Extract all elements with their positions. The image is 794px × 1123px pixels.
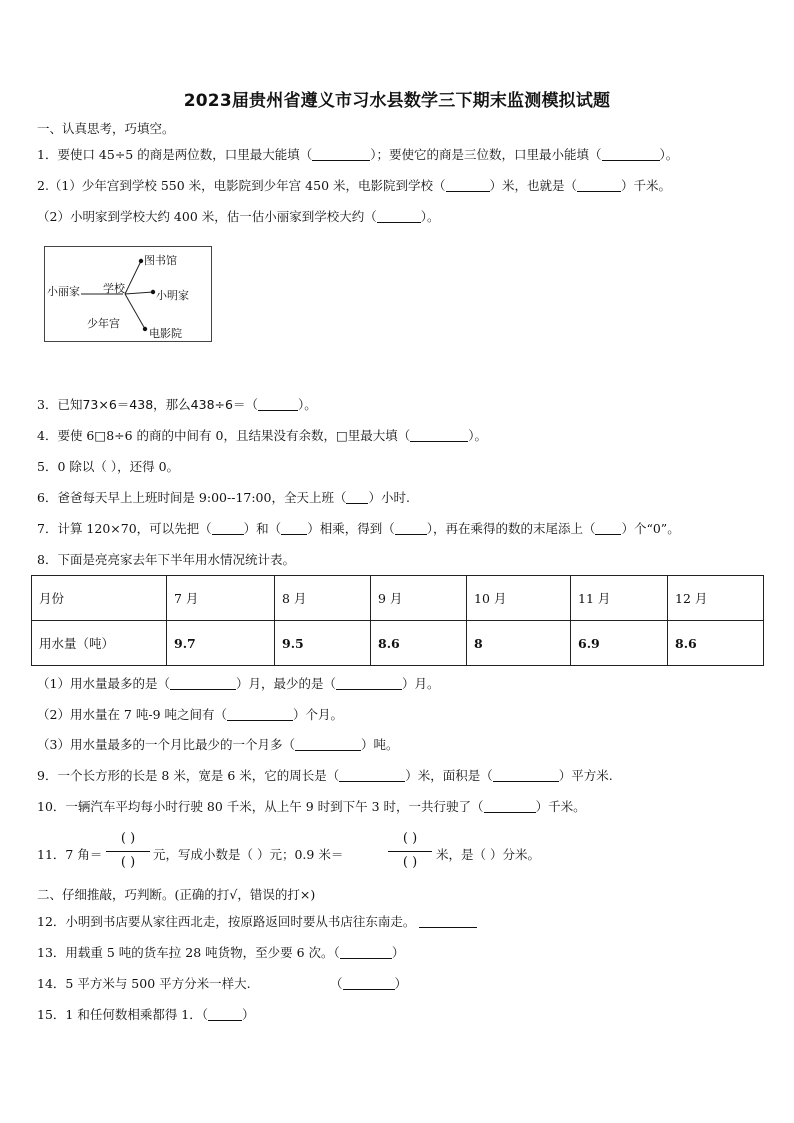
q2-text-a: 2.（1）少年宫到学校 550 米，电影院到少年宫 450 米，电影院到学校（ bbox=[37, 178, 446, 193]
answer-blank[interactable] bbox=[346, 491, 368, 504]
table-cell: 用水量（吨） bbox=[32, 621, 167, 666]
q8-3-text-b: ）吨。 bbox=[360, 737, 399, 752]
q11-text-c: 米，是（ ）分米。 bbox=[436, 847, 540, 862]
table-header-cell: 8 月 bbox=[275, 576, 371, 621]
question-13 bbox=[37, 945, 404, 961]
question-8-1 bbox=[37, 676, 440, 692]
answer-blank[interactable] bbox=[227, 708, 293, 721]
answer-blank[interactable] bbox=[484, 800, 536, 813]
q8-1-text-b: ）月，最少的是（ bbox=[235, 676, 336, 691]
q6-text-a: 6．爸爸每天早上上班时间是 9:00--17:00，全天上班（ bbox=[37, 490, 347, 505]
q12-text: 12．小明到书店要从家往西北走，按原路返回时要从书店往东南走。 bbox=[37, 914, 416, 929]
q3-text-b: ，那么 bbox=[153, 397, 191, 412]
table-header-cell: 10 月 bbox=[467, 576, 571, 621]
question-9 bbox=[37, 768, 613, 784]
q4-text-b: ）。 bbox=[468, 428, 488, 443]
table-header-cell: 12 月 bbox=[668, 576, 764, 621]
question-2-1 bbox=[37, 178, 671, 194]
section-1-heading: 一、认真思考，巧填空。 bbox=[37, 121, 175, 136]
q10-text-b: ）千米。 bbox=[535, 799, 586, 814]
q7-text-d: ），再在乘得的数的末尾添上（ bbox=[426, 521, 596, 536]
table-cell: 9.5 bbox=[275, 621, 371, 666]
q6-text-b: ）小时. bbox=[368, 490, 410, 505]
table-header-cell: 7 月 bbox=[167, 576, 275, 621]
fraction-denominator[interactable]: ( ) bbox=[120, 855, 136, 870]
question-3 bbox=[37, 397, 317, 413]
fraction-denominator[interactable]: ( ) bbox=[402, 855, 418, 870]
q7-text-e: ）个“0”。 bbox=[621, 521, 680, 536]
answer-blank[interactable] bbox=[343, 977, 395, 990]
q3-equation-2: 438÷6＝ bbox=[190, 397, 246, 412]
answer-blank[interactable] bbox=[577, 179, 621, 192]
q2b-text-b: ）。 bbox=[420, 209, 440, 224]
answer-blank[interactable] bbox=[208, 1008, 242, 1021]
water-usage-table bbox=[31, 575, 764, 666]
question-1 bbox=[37, 147, 678, 163]
question-5: 5．0 除以（ ），还得 0。 bbox=[37, 459, 180, 474]
q15-text-a: 15．1 和任何数相乘都得 1．（ bbox=[37, 1007, 209, 1022]
q3-text-c: （ bbox=[245, 397, 258, 412]
fraction-numerator[interactable]: ( ) bbox=[402, 831, 418, 846]
map-label-school: 学校 bbox=[103, 282, 125, 295]
q9-text-b: ）米，面积是（ bbox=[405, 768, 493, 783]
table-header-cell: 11 月 bbox=[571, 576, 668, 621]
q8-1-text-c: ）月。 bbox=[401, 676, 440, 691]
fraction-numerator[interactable]: ( ) bbox=[120, 831, 136, 846]
question-14-answer bbox=[330, 976, 407, 992]
map-label-xiaoming-home: 小明家 bbox=[156, 289, 189, 302]
answer-blank[interactable] bbox=[281, 522, 307, 535]
q4-text-a: 4．要使 6□8÷6 的商的中间有 0，且结果没有余数，□里最大填（ bbox=[37, 428, 411, 443]
q7-text-a: 7．计算 120×70，可以先把（ bbox=[37, 521, 212, 536]
q3-equation: 73×6＝438 bbox=[82, 397, 154, 412]
q8-2-text-b: ）个月。 bbox=[293, 707, 344, 722]
q8-2-text-a: （2）用水量在 7 吨-9 吨之间有（ bbox=[37, 707, 228, 722]
q8-3-text-a: （3）用水量最多的一个月比最少的一个月多（ bbox=[37, 737, 295, 752]
fraction-bar bbox=[388, 851, 432, 852]
q9-text-c: ）平方米. bbox=[558, 768, 613, 783]
table-cell: 6.9 bbox=[571, 621, 668, 666]
q9-text-a: 9．一个长方形的长是 8 米，宽是 6 米，它的周长是（ bbox=[37, 768, 340, 783]
answer-blank[interactable] bbox=[212, 522, 244, 535]
question-15 bbox=[37, 1007, 255, 1023]
q2b-text-a: （2）小明家到学校大约 400 米，估一估小丽家到学校大约（ bbox=[37, 209, 377, 224]
q1-text-a: 1．要使口 45÷5 的商是两位数，口里最大能填（ bbox=[37, 147, 313, 162]
q14-paren-close: ） bbox=[394, 976, 408, 991]
answer-blank[interactable] bbox=[312, 148, 370, 161]
map-label-xiaoli-home: 小丽家 bbox=[47, 285, 80, 298]
answer-blank[interactable] bbox=[493, 769, 559, 782]
q3-text-a: 3．已知 bbox=[37, 397, 83, 412]
location-map bbox=[44, 246, 212, 342]
q2-text-b: ）米，也就是（ bbox=[489, 178, 578, 193]
q15-text-b: ） bbox=[242, 1007, 255, 1022]
answer-blank[interactable] bbox=[419, 915, 477, 928]
table-header-cell: 月份 bbox=[32, 576, 167, 621]
map-label-library: 图书馆 bbox=[144, 254, 177, 267]
map-label-cinema: 电影院 bbox=[149, 327, 182, 340]
answer-blank[interactable] bbox=[258, 398, 298, 411]
q8-1-text-a: （1）用水量最多的是（ bbox=[37, 676, 170, 691]
q11-text-b: 元，写成小数是（ ）元；0.9 米＝ bbox=[153, 847, 344, 862]
question-8-3 bbox=[37, 737, 398, 753]
q13-text-b: ） bbox=[391, 945, 405, 960]
table-row bbox=[32, 576, 764, 621]
answer-blank[interactable] bbox=[295, 738, 361, 751]
answer-blank[interactable] bbox=[339, 769, 405, 782]
question-4 bbox=[37, 428, 487, 444]
page-title: 2023届贵州省遵义市习水县数学三下期末监测模拟试题 bbox=[183, 91, 611, 111]
q11-text-a: 11．7 角＝ bbox=[37, 847, 103, 862]
table-cell: 9.7 bbox=[167, 621, 275, 666]
question-8-2 bbox=[37, 707, 343, 723]
answer-blank[interactable] bbox=[595, 522, 621, 535]
table-cell: 8.6 bbox=[371, 621, 467, 666]
table-row bbox=[32, 621, 764, 666]
q14-paren-open: （ bbox=[330, 976, 343, 991]
answer-blank[interactable] bbox=[410, 429, 468, 442]
table-cell: 8.6 bbox=[668, 621, 764, 666]
answer-blank[interactable] bbox=[340, 946, 392, 959]
q1-text-b: ）；要使它的商是三位数，口里最小能填（ bbox=[370, 147, 602, 162]
q10-text-a: 10．一辆汽车平均每小时行驶 80 千米，从上午 9 时到下午 3 时，一共行驶了（ bbox=[37, 799, 484, 814]
question-6 bbox=[37, 490, 410, 506]
question-8: 8．下面是亮亮家去年下半年用水情况统计表。 bbox=[37, 552, 295, 567]
table-header-cell: 9 月 bbox=[371, 576, 467, 621]
answer-blank[interactable] bbox=[395, 522, 427, 535]
q3-text-d: ）。 bbox=[297, 397, 317, 412]
question-7 bbox=[37, 521, 680, 537]
question-10 bbox=[37, 799, 586, 815]
fraction-bar bbox=[106, 851, 150, 852]
section-2-heading: 二、仔细推敲，巧判断。(正确的打√，错误的打×) bbox=[37, 887, 316, 902]
answer-blank[interactable] bbox=[170, 677, 236, 690]
q2-text-c: ）千米。 bbox=[621, 178, 672, 193]
answer-blank[interactable] bbox=[602, 148, 660, 161]
q1-text-c: ）。 bbox=[659, 147, 679, 162]
question-14: 14．5 平方米与 500 平方分米一样大. bbox=[37, 976, 251, 991]
map-label-youth-palace: 少年宫 bbox=[87, 317, 120, 330]
question-2-2 bbox=[37, 209, 440, 225]
question-12 bbox=[37, 914, 477, 930]
table-cell: 8 bbox=[467, 621, 571, 666]
q7-text-c: ）相乘，得到（ bbox=[307, 521, 395, 536]
q7-text-b: ）和（ bbox=[243, 521, 282, 536]
answer-blank[interactable] bbox=[446, 179, 490, 192]
q13-text-a: 13．用载重 5 吨的货车拉 28 吨货物，至少要 6 次。（ bbox=[37, 945, 340, 960]
answer-blank[interactable] bbox=[377, 210, 421, 223]
answer-blank[interactable] bbox=[336, 677, 402, 690]
